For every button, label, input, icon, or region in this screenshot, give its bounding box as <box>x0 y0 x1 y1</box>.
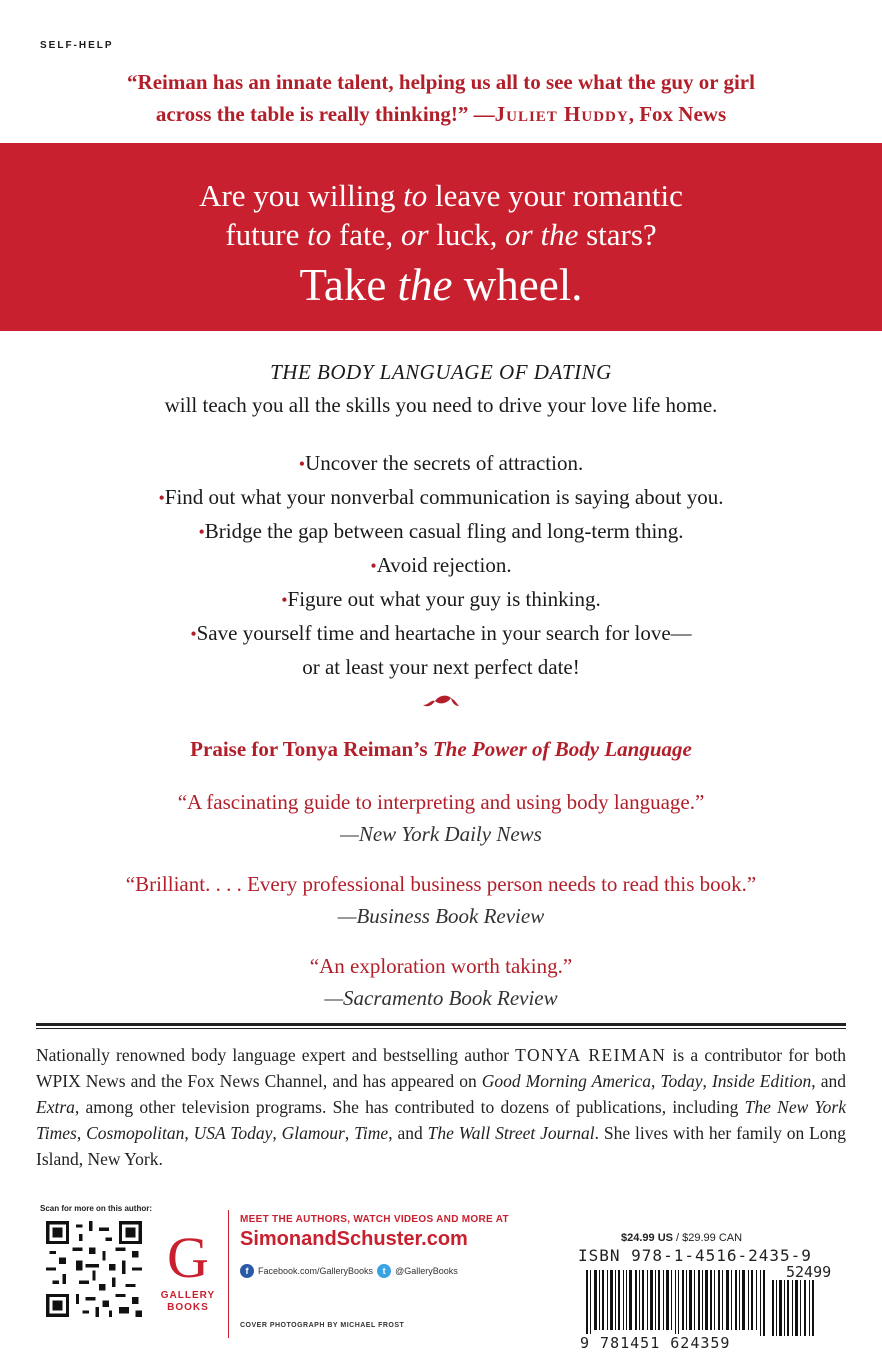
list-item <box>40 549 842 583</box>
bullet-icon: • <box>370 556 377 576</box>
bio-text: , among other television programs. She has contributed to dozens of publications, including <box>74 1097 745 1117</box>
bullet-icon: • <box>198 522 205 542</box>
review-source: —New York Daily News <box>340 822 542 846</box>
quote-attribution: Juliet Huddy <box>494 102 629 126</box>
banner-italic: or the <box>505 217 579 252</box>
banner-text: luck, <box>428 217 506 252</box>
bio-text: , <box>184 1123 194 1143</box>
headline-text: wheel. <box>452 260 583 310</box>
banner-line-2 <box>0 216 882 254</box>
list-item <box>40 481 842 515</box>
publication-title: Glamour <box>281 1123 345 1143</box>
feature-list <box>40 447 842 684</box>
barcode-icon <box>578 1270 818 1340</box>
praise-heading-text: Praise for Tonya Reiman’s <box>190 737 433 761</box>
website-link[interactable]: SimonandSchuster.com <box>240 1228 468 1250</box>
list-item-text: Find out what your nonverbal communication is saying about you. <box>164 485 724 509</box>
divider <box>36 1028 846 1029</box>
twitter-icon[interactable]: t <box>377 1264 391 1278</box>
banner-text: Are you willing <box>199 178 404 213</box>
bullet-icon: • <box>158 488 165 508</box>
photo-credit: COVER PHOTOGRAPH BY MICHAEL FROST <box>240 1322 405 1329</box>
banner-text: leave your romantic <box>427 178 683 213</box>
list-item-text: Figure out what your guy is thinking. <box>287 587 601 611</box>
show-title: Good Morning America <box>481 1071 651 1091</box>
review-quote: “Brilliant. . . . Every professional business person needs to read this book.” <box>125 872 757 896</box>
book-title: THE BODY LANGUAGE OF DATING <box>270 360 612 384</box>
divider <box>36 1023 846 1026</box>
banner-text: future <box>225 217 308 252</box>
promo-text: MEET THE AUTHORS, WATCH VIDEOS AND MORE AT <box>240 1214 509 1225</box>
banner-text: stars? <box>578 217 657 252</box>
publisher-logo-letter: G <box>167 1225 209 1290</box>
bio-text: is a contributor for both WPIX News and the Fox News Channel, and has appeared on <box>36 1045 847 1091</box>
list-item <box>40 447 842 481</box>
banner-headline <box>0 257 882 313</box>
bio-text: , and <box>811 1071 846 1091</box>
review-quote: “A fascinating guide to interpreting and using body language.” <box>177 790 705 814</box>
publication-title: Time <box>354 1123 389 1143</box>
list-item <box>40 515 842 549</box>
review-block <box>40 950 842 1014</box>
banner-italic: to <box>403 178 428 213</box>
twitter-link[interactable]: @GalleryBooks <box>395 1266 458 1276</box>
list-item <box>40 617 842 651</box>
praise-heading <box>40 737 842 762</box>
list-item-text: Avoid rejection. <box>376 553 512 577</box>
quote-text: across the table is really thinking!” — <box>155 102 495 126</box>
review-source: —Sacramento Book Review <box>324 986 558 1010</box>
price-can: / $29.99 CAN <box>672 1232 743 1244</box>
publication-title: USA Today <box>193 1123 273 1143</box>
list-item-text: Uncover the secrets of attraction. <box>305 451 584 475</box>
quote-line-1: “Reiman has an innate talent, helping us all to see what the guy or girl <box>127 70 755 94</box>
bullet-icon: • <box>190 624 197 644</box>
author-bio <box>36 1042 846 1172</box>
social-links <box>240 1264 458 1278</box>
banner-italic: or <box>400 217 429 252</box>
list-item-text: Save yourself time and heartache in your search for love— <box>196 621 692 645</box>
intro-text: will teach you all the skills you need to drive your love life home. <box>164 393 718 417</box>
isbn-number: ISBN 978-1-4516-2435-9 <box>578 1246 812 1265</box>
bio-text: , <box>272 1123 282 1143</box>
review-quote: “An exploration worth taking.” <box>309 954 573 978</box>
facebook-icon[interactable]: f <box>240 1264 254 1278</box>
bio-text: Nationally renowned body language expert and bestselling author <box>36 1045 516 1065</box>
gallery-books-logo <box>160 1226 216 1338</box>
scan-label: Scan for more on this author: <box>40 1204 153 1213</box>
review-source: —Business Book Review <box>337 904 545 928</box>
qr-code-icon[interactable] <box>46 1221 142 1317</box>
review-block <box>40 786 842 850</box>
quote-outlet: , Fox News <box>628 102 727 126</box>
show-title: Today <box>660 1071 703 1091</box>
bio-text: . She lives with her family on Long Island, New York. <box>36 1123 847 1169</box>
vertical-divider <box>228 1210 229 1338</box>
headline-text: Take <box>299 260 398 310</box>
list-item-continuation: or at least your next perfect date! <box>302 655 580 679</box>
ean-number: 9 781451 624359 <box>580 1334 731 1352</box>
banner-italic: to <box>307 217 332 252</box>
price-code: 52499 <box>786 1263 832 1281</box>
category-label: SELF-HELP <box>40 40 114 51</box>
show-title: Inside Edition <box>711 1071 812 1091</box>
praise-book-title: The Power of Body Language <box>432 737 692 761</box>
bullet-icon: • <box>281 590 288 610</box>
bio-text: , <box>702 1071 712 1091</box>
publisher-name-line2: BOOKS <box>167 1302 209 1313</box>
publication-title: Cosmopolitan <box>86 1123 185 1143</box>
banner-line-1 <box>0 177 882 215</box>
list-item-text: Bridge the gap between casual fling and long-term thing. <box>204 519 684 543</box>
facebook-link[interactable]: Facebook.com/GalleryBooks <box>258 1266 374 1276</box>
bio-text: , <box>76 1123 87 1143</box>
top-endorsement-quote <box>40 66 842 130</box>
bio-text: , <box>650 1071 661 1091</box>
show-title: Extra <box>36 1097 75 1117</box>
quote-line-2 <box>40 98 842 130</box>
bio-text: , and <box>388 1123 428 1143</box>
bio-text: , <box>344 1123 355 1143</box>
banner-text: fate, <box>331 217 401 252</box>
review-block <box>40 868 842 932</box>
headline-italic: the <box>397 260 453 310</box>
author-name: TONYA REIMAN <box>515 1045 667 1065</box>
publication-title: The Wall Street Journal <box>427 1123 595 1143</box>
bullet-icon: • <box>298 454 306 474</box>
leaf-ornament-icon <box>421 690 461 712</box>
publication-title: The New York Times <box>36 1097 846 1143</box>
price-us: $24.99 US <box>621 1232 673 1244</box>
red-banner <box>0 143 882 331</box>
price-label <box>621 1232 742 1244</box>
list-item <box>40 583 842 617</box>
publisher-name-line1: GALLERY <box>160 1290 216 1301</box>
